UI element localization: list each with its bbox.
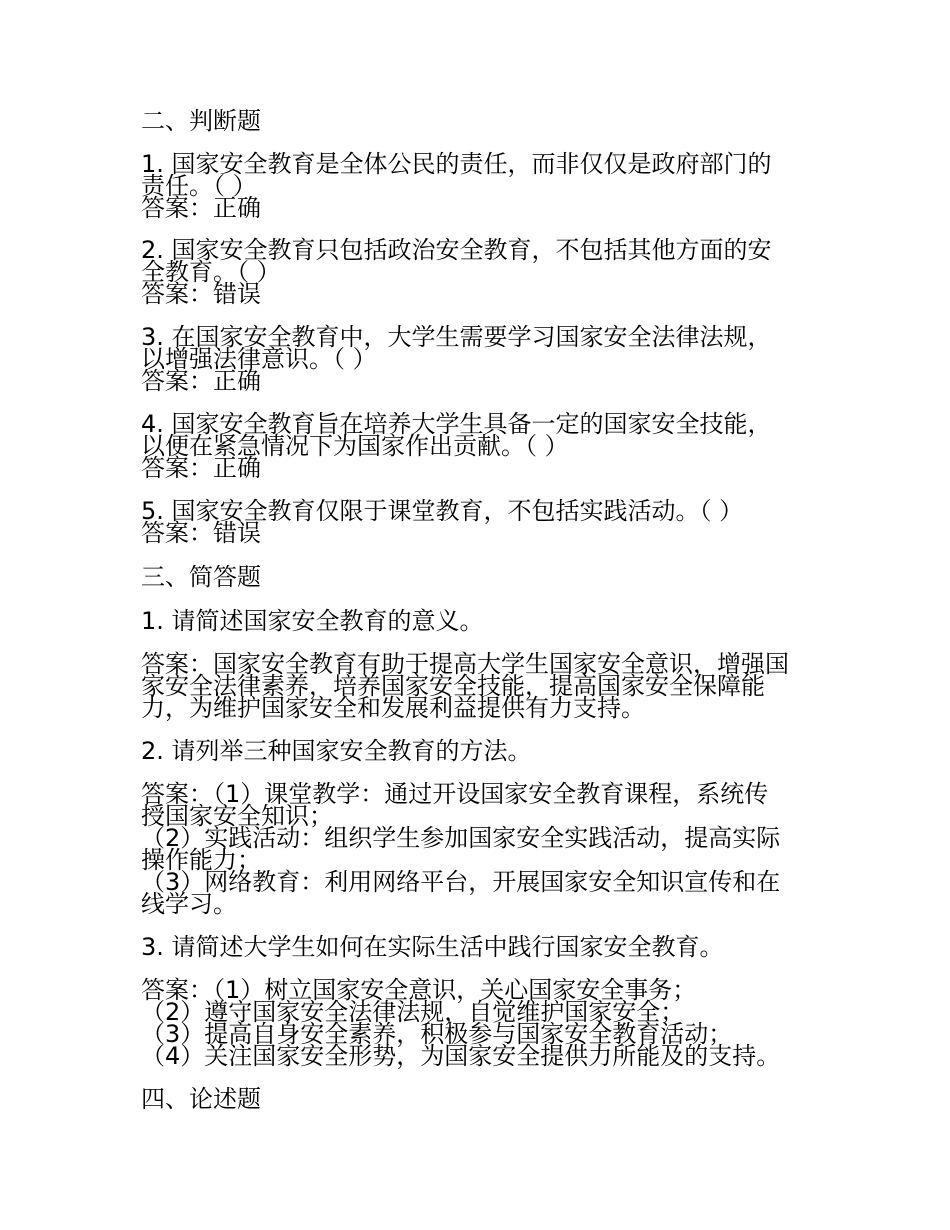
question-text: 5. 国家安全教育仅限于课堂教育，不包括实践活动。（ ） (141, 497, 744, 525)
section-heading: 二、判断题 (141, 107, 261, 135)
answer-text: 授国家安全知识； (141, 802, 333, 830)
answer-text: 答案：正确 (141, 194, 261, 222)
answer-text: （3）提高自身安全素养，积极参与国家安全教育活动； (141, 1020, 733, 1048)
answer-text: （2）遵守国家安全法律法规，自觉维护国家安全； (141, 998, 685, 1026)
question-text: 责任。（ ） (141, 172, 257, 200)
answer-text: （3）网络教育：利用网络平台，开展国家安全知识宣传和在 (141, 868, 781, 896)
answer-text: （4）关注国家安全形势，为国家安全提供力所能及的支持。 (141, 1042, 781, 1070)
question-text: 3. 在国家安全教育中，大学生需要学习国家安全法律法规， (141, 323, 772, 351)
question-text: 2. 国家安全教育只包括政治安全教育，不包括其他方面的安 (141, 236, 772, 264)
section-heading: 四、论述题 (141, 1085, 261, 1113)
answer-text: 线学习。 (141, 890, 237, 918)
answer-text: 家安全法律素养，培养国家安全技能，提高国家安全保障能 (141, 672, 765, 700)
answer-text: （2）实践活动：组织学生参加国家安全实践活动，提高实际 (141, 824, 781, 852)
answer-text: 答案：国家安全教育有助于提高大学生国家安全意识，增强国 (141, 650, 789, 678)
answer-text: 答案：（1）树立国家安全意识，关心国家安全事务； (141, 976, 697, 1004)
question-text: 3. 请简述大学生如何在实际生活中践行国家安全教育。 (141, 933, 724, 961)
answer-text: 答案：正确 (141, 454, 261, 482)
answer-text: 答案：正确 (141, 367, 261, 395)
section-heading: 三、简答题 (141, 563, 261, 591)
answer-text: 答案：错误 (141, 280, 261, 308)
answer-text: 操作能力； (141, 846, 261, 874)
answer-text: 答案：（1）课堂教学：通过开设国家安全教育课程，系统传 (141, 780, 769, 808)
answer-text: 力，为维护国家安全和发展利益提供有力支持。 (141, 694, 645, 722)
question-text: 以增强法律意识。（ ） (141, 345, 377, 373)
question-text: 2. 请列举三种国家安全教育的方法。 (141, 737, 532, 765)
question-text: 4. 国家安全教育旨在培养大学生具备一定的国家安全技能， (141, 410, 772, 438)
question-text: 全教育。（ ） (141, 258, 281, 286)
question-text: 以便在紧急情况下为国家作出贡献。（ ） (141, 432, 569, 460)
question-text: 1. 请简述国家安全教育的意义。 (141, 607, 484, 635)
question-text: 1. 国家安全教育是全体公民的责任，而非仅仅是政府部门的 (141, 150, 772, 178)
answer-text: 答案：错误 (141, 519, 261, 547)
